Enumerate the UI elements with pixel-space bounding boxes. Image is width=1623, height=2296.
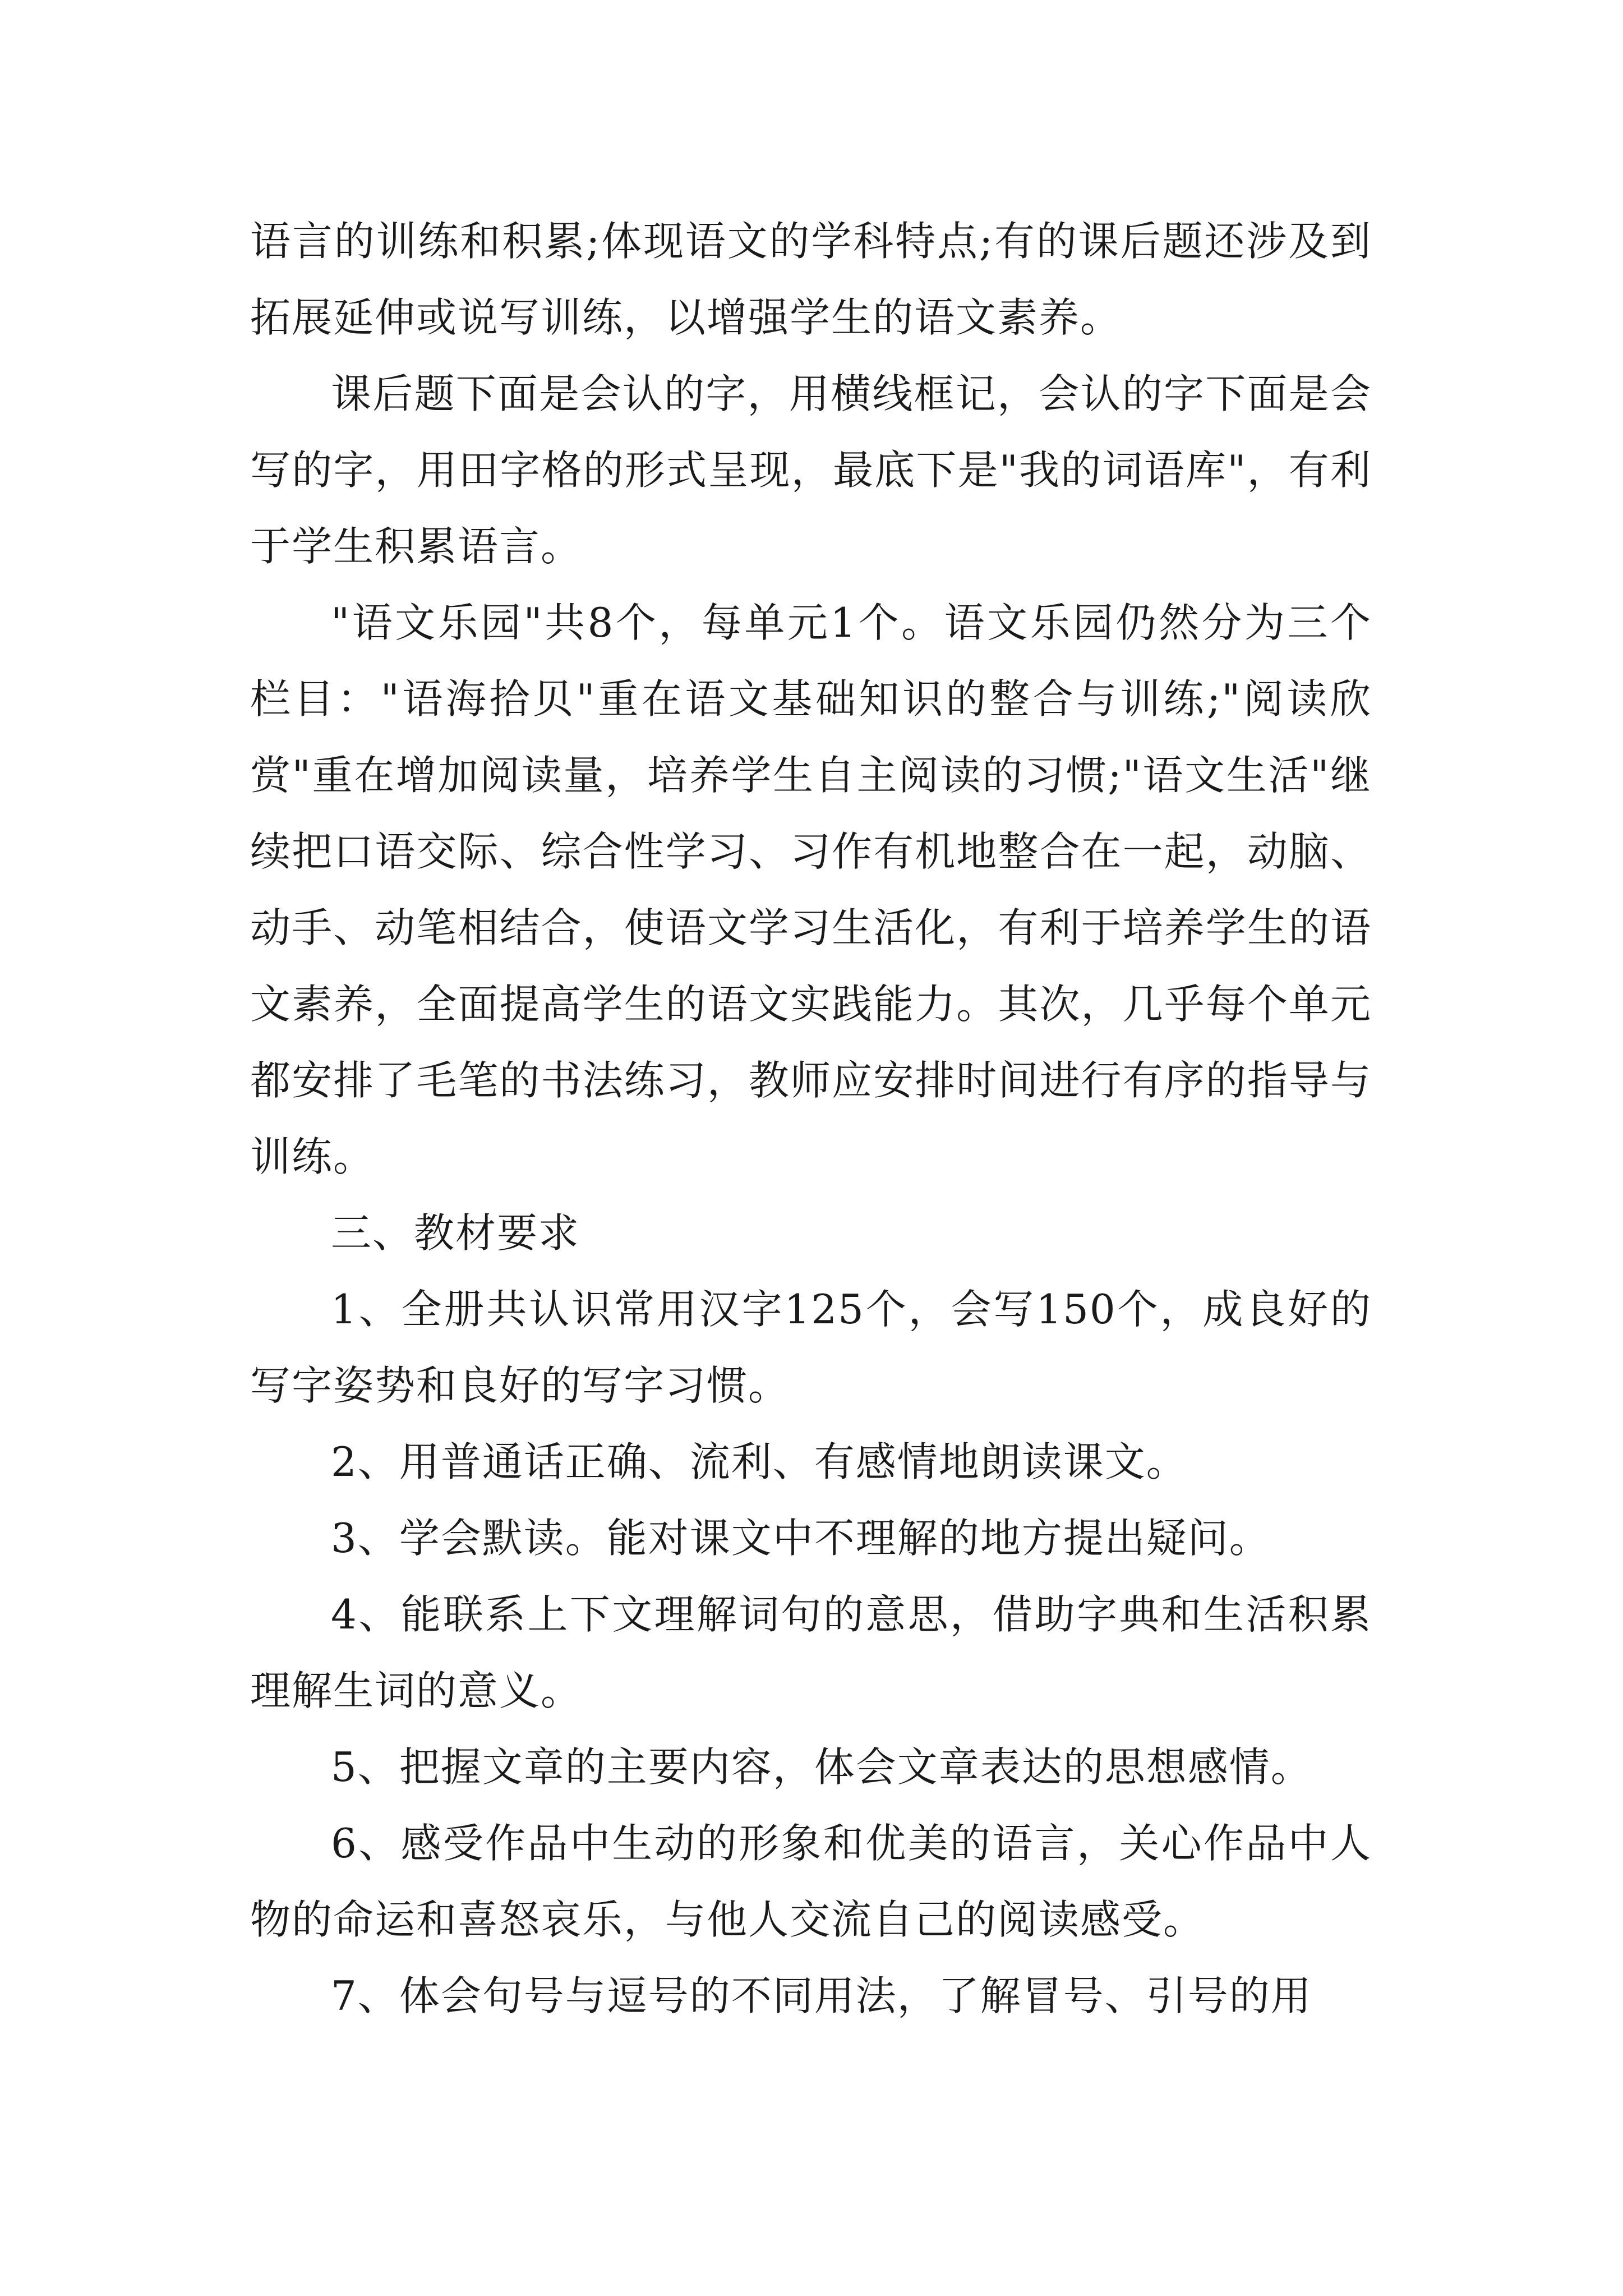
requirement-item-6: 6、感受作品中生动的形象和优美的语言，关心作品中人物的命运和喜怒哀乐，与他人交流自己的阅读感受。: [250, 1820, 1372, 1943]
paragraph-chinese-garden: "语文乐园"共8个，每单元1个。语文乐园仍然分为三个栏目："语海拾贝"重在语文基础知识的整合与训练;"阅读欣赏"重在增加阅读量，培养学生自主阅读的习惯;"语文生活"继续把口语交际、综合性学习、习作有机地整合在一起，动脑、动手、动笔相结合，使语文学习生活化，有利于培养学生的语文素养，全面提高学生的语文实践能力。其次，几乎每个单元都安排了毛笔的书法练习，教师应安排时间进行有序的指导与训练。: [250, 599, 1372, 1180]
requirement-item-7: 7、体会句号与逗号的不同用法，了解冒号、引号的用: [331, 1972, 1312, 2019]
section-heading-textbook-requirements: 三、教材要求: [331, 1209, 580, 1257]
requirement-item-1: 1、全册共认识常用汉字125个，会写150个，成良好的写字姿势和良好的写字习惯。: [250, 1286, 1372, 1409]
paragraph-continuation: 语言的训练和积累;体现语文的学科特点;有的课后题还涉及到拓展延伸或说写训练，以增强学生的语文素养。: [250, 218, 1372, 341]
requirement-item-3: 3、学会默读。能对课文中不理解的地方提出疑问。: [331, 1515, 1271, 1562]
document-body: [250, 203, 1372, 2034]
paragraph-after-lesson-exercises: 课后题下面是会认的字，用横线框记，会认的字下面是会写的字，用田字格的形式呈现，最底下是"我的词语库"，有利于学生积累语言。: [250, 370, 1372, 570]
requirement-item-4: 4、能联系上下文理解词句的意思，借助字典和生活积累理解生词的意义。: [250, 1591, 1372, 1714]
requirement-item-5: 5、把握文章的主要内容，体会文章表达的思想感情。: [331, 1743, 1312, 1791]
requirement-item-2: 2、用普通话正确、流利、有感情地朗读课文。: [331, 1438, 1188, 1485]
